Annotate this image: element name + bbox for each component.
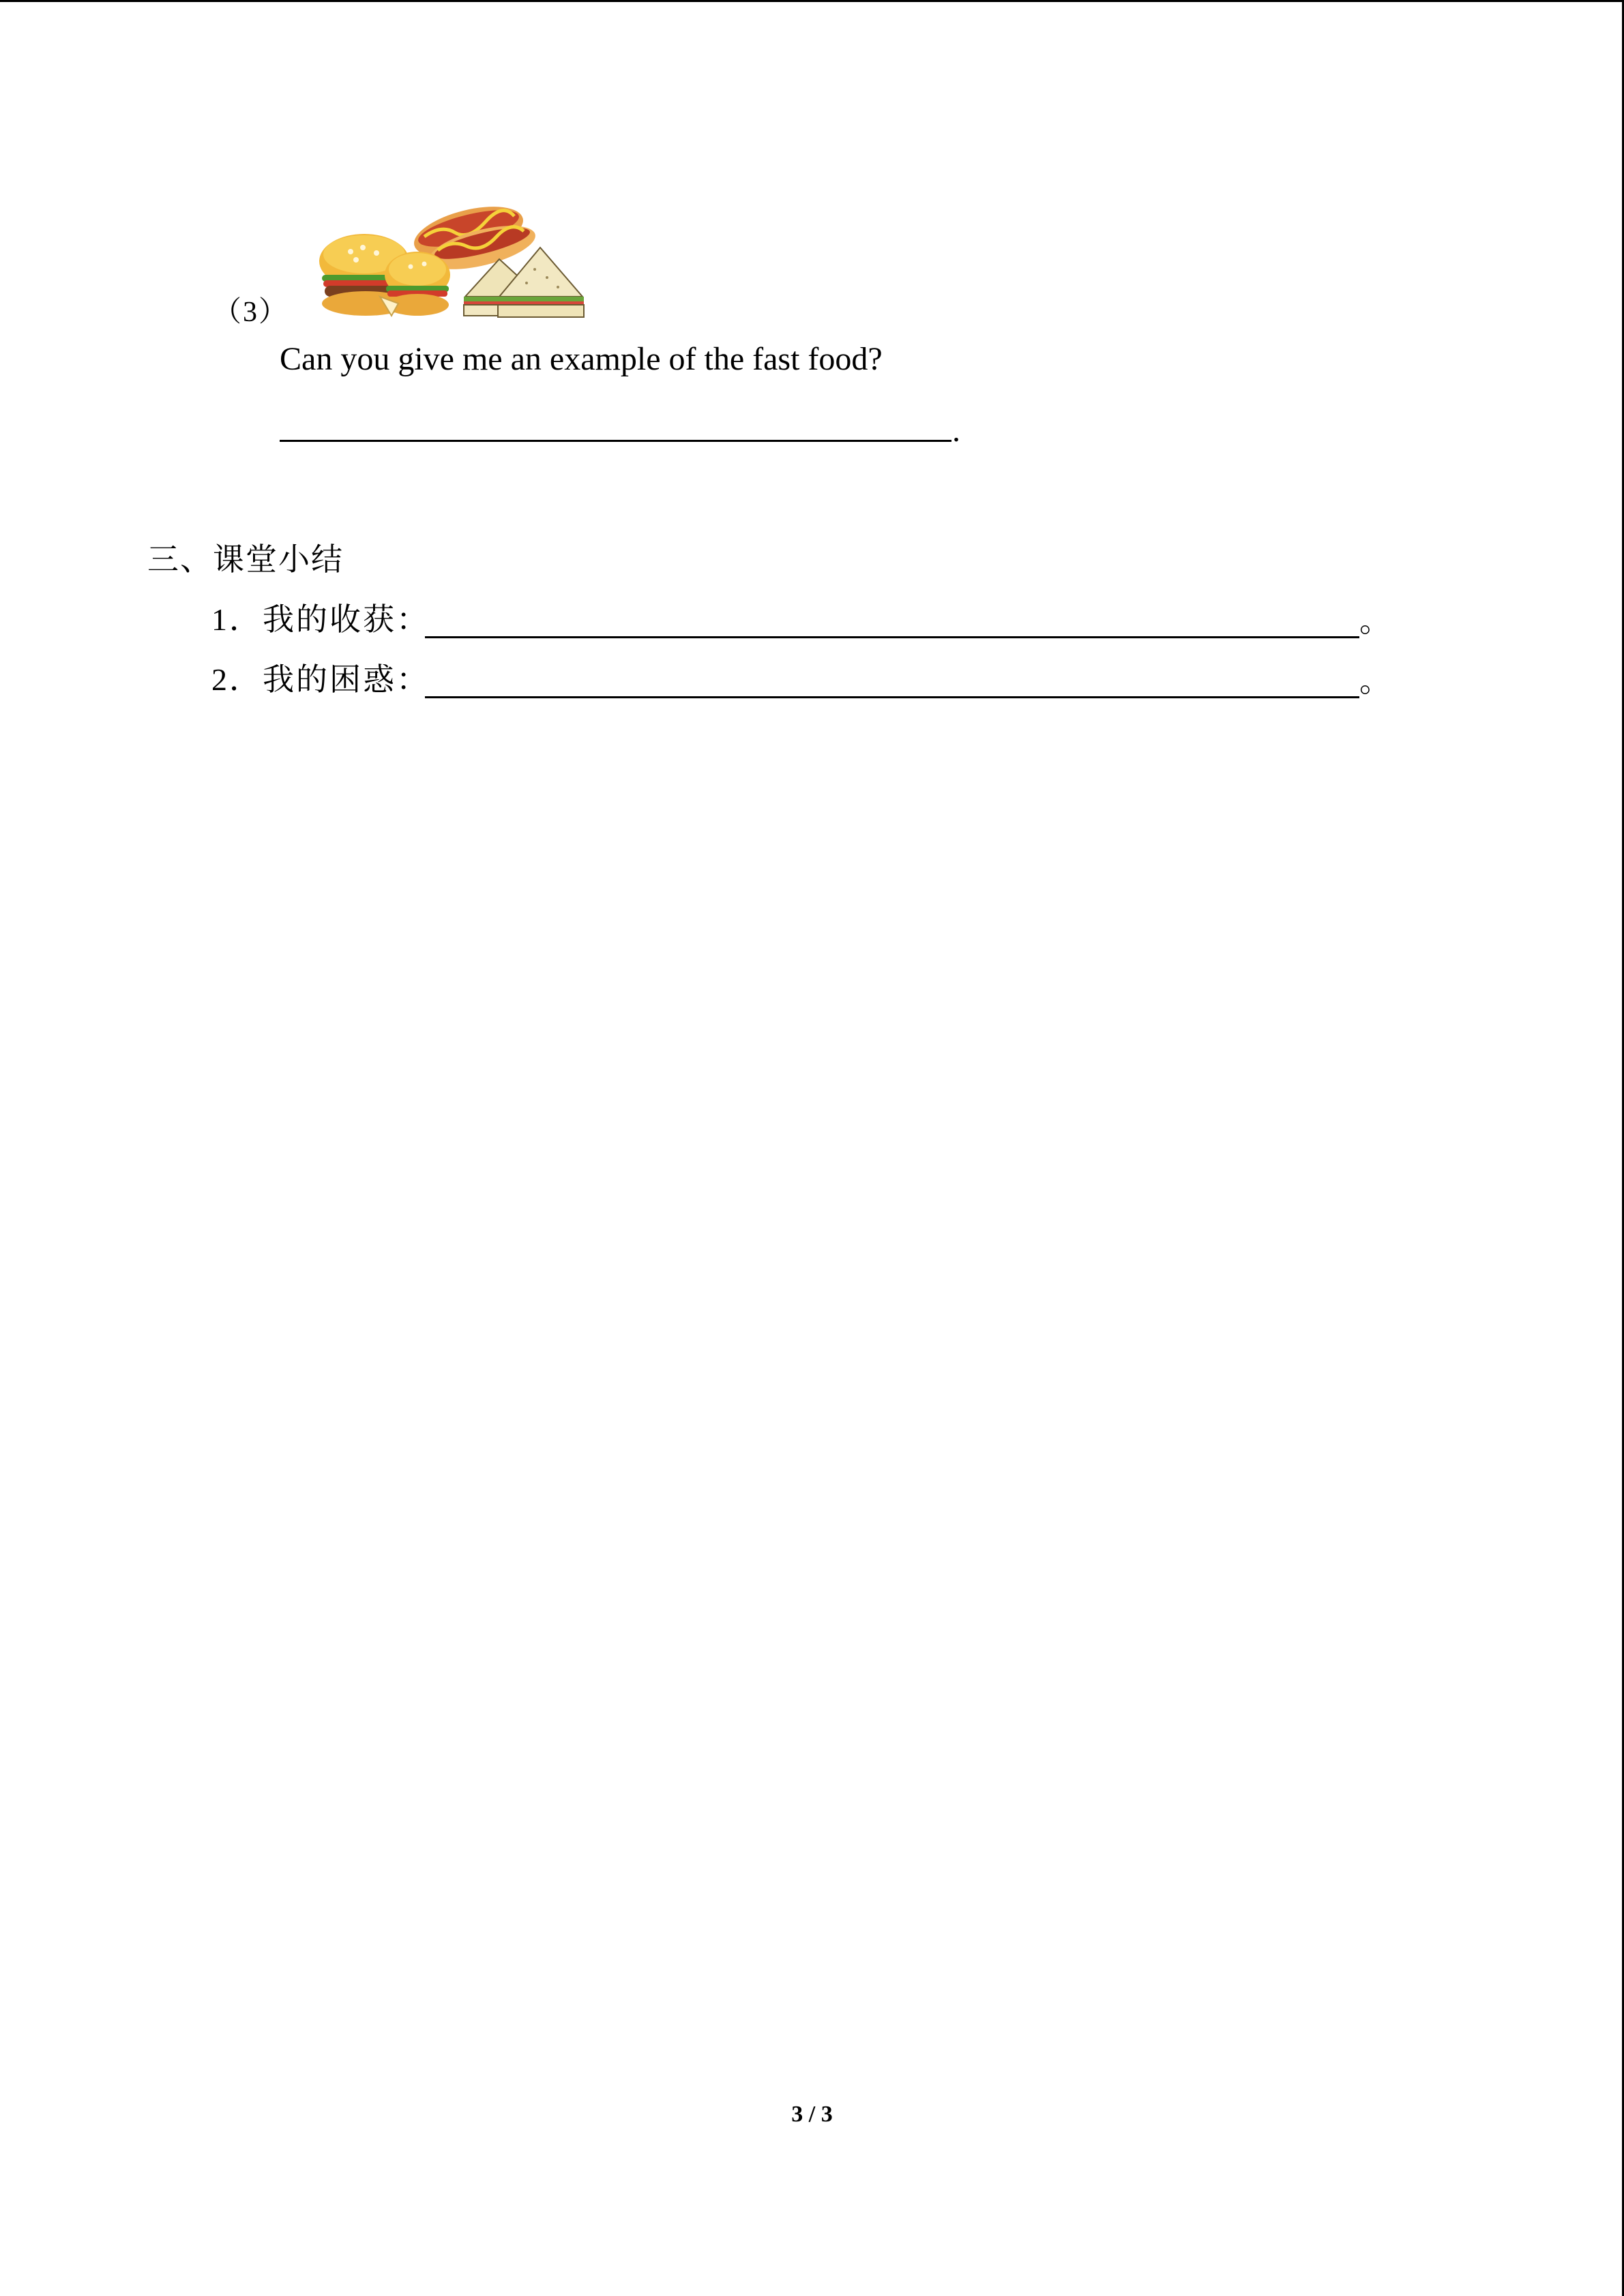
section-heading-summary: 三、课堂小结 [147, 542, 344, 577]
fast-food-illustration [315, 194, 588, 324]
question-prompt: Can you give me an example of the fast food? [280, 341, 883, 377]
summary-end-mark: 。 [1359, 664, 1391, 698]
summary-item-doubts [211, 659, 1391, 706]
summary-item-gains [211, 599, 1391, 646]
answer-blank[interactable] [280, 440, 951, 442]
summary-answer-blank[interactable] [425, 636, 1359, 638]
summary-answer-blank[interactable] [425, 696, 1359, 698]
summary-end-mark: 。 [1359, 603, 1391, 638]
summary-item-label: 2．我的困惑： [211, 662, 430, 697]
answer-end-mark: . [952, 413, 960, 449]
page-number: 3 / 3 [791, 2102, 833, 2127]
summary-item-label: 1．我的收获： [211, 602, 430, 637]
question-number: （3） [213, 297, 289, 328]
